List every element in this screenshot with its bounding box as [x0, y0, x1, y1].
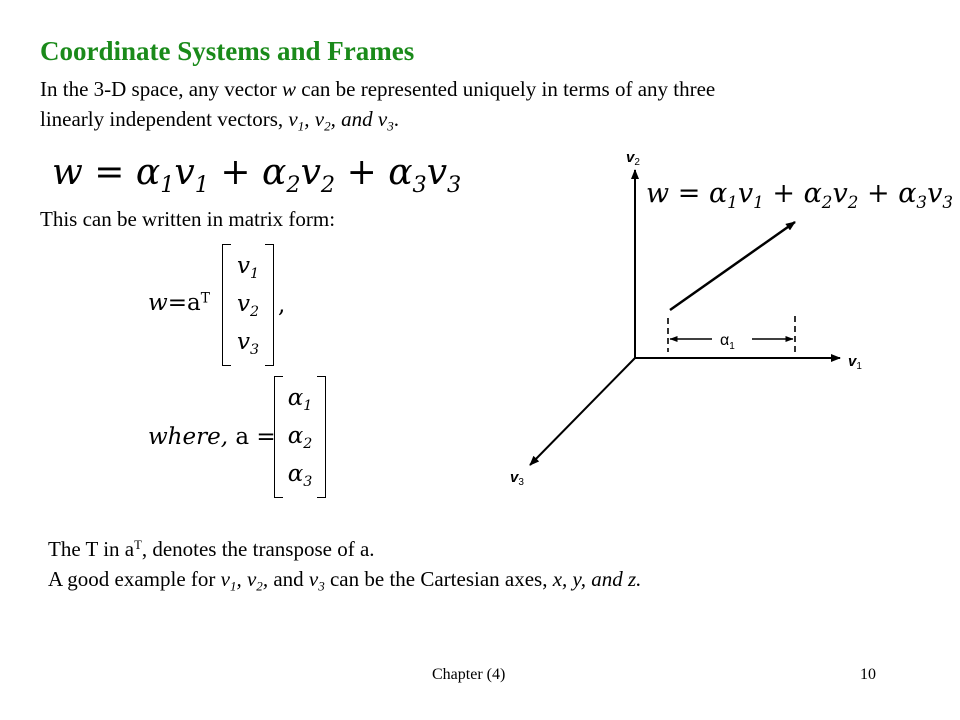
alpha1-dim-label: $\alpha_1$: [720, 332, 735, 352]
diagram-equation: $w = \alpha_1v_1 + \alpha_2v_2 + \alpha_3v_3$: [646, 178, 953, 212]
intro-line-1: In the 3-D space, any vector w can be represented uniquely in terms of any three: [40, 77, 716, 101]
bottom-notes: [48, 530, 928, 601]
matrix-equation: $w=a^T$: [148, 290, 210, 316]
linear-combination-equation: $w = \alpha_1v_1 + \alpha_2v_2 + \alpha_3v_3$: [52, 152, 462, 198]
cartesian-example: A good example for $v_1$, $v_2$, and $v_3$ can be the Cartesian axes, x, y, and z.: [48, 566, 642, 594]
v3-axis-label: $v_3$: [510, 469, 524, 488]
vector-entry-alpha3: $\alpha_3$: [287, 460, 313, 490]
alpha-column-vector: [274, 376, 326, 498]
v-column-vector: [222, 244, 274, 366]
intro-paragraph: [40, 74, 920, 142]
v1-axis-label: $v_1$: [848, 353, 862, 372]
w-vector: [670, 222, 795, 310]
intro-line-2: linearly independent vectors, $v_1$, $v_2$, and $v_3$.: [40, 107, 399, 134]
v3-axis: [530, 358, 635, 465]
matrix-form-intro: This can be written in matrix form:: [40, 207, 336, 231]
vector-entry-alpha2: $\alpha_2$: [287, 422, 313, 452]
vector-entry-v3: $v_3$: [236, 328, 260, 358]
vector-entry-alpha1: $\alpha_1$: [287, 384, 313, 414]
matrix-comma: ,: [278, 292, 286, 318]
vector-entry-v2: $v_2$: [236, 290, 260, 320]
transpose-note: The T in $a^T$, denotes the transpose of a.: [48, 536, 375, 561]
v2-axis-label: $v_2$: [626, 149, 640, 168]
slide-title: Coordinate Systems and Frames: [40, 36, 415, 66]
vector-entry-v1: $v_1$: [236, 252, 260, 282]
where-equation: where, a =: [148, 424, 276, 450]
footer-page-number: 10: [860, 666, 876, 683]
footer-chapter: Chapter (4): [432, 666, 506, 683]
